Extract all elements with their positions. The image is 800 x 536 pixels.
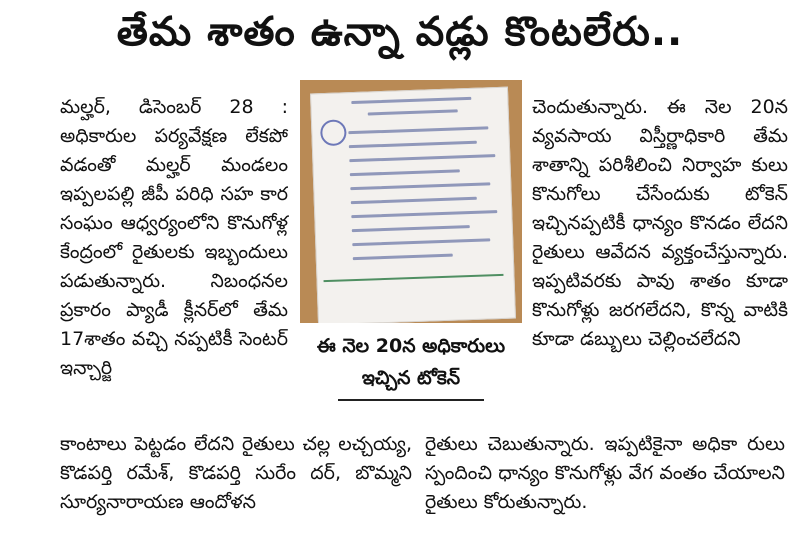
article-column-bottom-left (60, 430, 412, 517)
article-column-right (532, 93, 788, 354)
headline: తేమ శాతం ఉన్నా వడ్లు కొంటలేరు.. (116, 9, 684, 55)
article-paragraph: చెందుతున్నారు. ఈ నెల 20న వ్యవసాయ విస్తీర్ణాధికారి తేమ శాతాన్ని పరిశీలించి నిర్వాహ కులు కొనుగోలు చేసేందుకు టోకెన్ ఇచ్చినప్పటికీ ధాన్యం కొనడం లేదని రైతులు ఆవేదన వ్యక్తంచేస్తున్నారు. ఇప్పటివరకు పావు శాతం కూడా కొనుగోళ్లు జరగలేదని, కొన్న వాటికి కూడా డబ్బులు చెల్లించలేదని (532, 96, 788, 350)
article-paragraph: మల్హర్, డిసెంబర్ 28 : అధికారుల పర్యవేక్షణ లేకపో వడంతో మల్హర్ మండలం ఇప్పలపల్లి జీపీ పరిధి సహ కార సంఘం ఆధ్వర్యంలోని కొనుగోళ్ల కేంద్రంలో రైతులకు ఇబ్బందులు పడుతున్నారు. నిబంధనల ప్రకారం ప్యాడీ క్లీనర్‌లో తేమ 17శాతం వచ్చి నప్పటికీ సెంటర్ ఇన్చార్జి (60, 96, 288, 379)
caption-line: ఇచ్చిన టోకెన్ (361, 367, 461, 389)
seal-icon (320, 119, 347, 146)
article-paragraph: రైతులు చెబుతున్నారు. ఇప్పటికైనా అధికా రులు స్పందించి ధాన్యం కొనుగోళ్లు వేగ వంతం చేయాలని రైతులు కోరుతున్నారు. (425, 433, 785, 513)
article-paragraph: కాంటాలు పెట్టడం లేదని రైతులు చల్ల లచ్చయ్య, కొడపర్తి రమేశ్, కొడపర్తి సురేం దర్, బొమ్మని సూర్యనారాయణ ఆందోళన (60, 433, 412, 513)
article-column-left (60, 93, 288, 383)
article-column-bottom-right (425, 430, 785, 517)
caption-line: ఈ నెల 20న అధికారులు (316, 335, 506, 357)
photo-caption (298, 330, 524, 394)
caption-underline (338, 399, 484, 401)
token-document (310, 87, 516, 323)
token-photo (300, 80, 522, 323)
signature-stamp (324, 274, 505, 316)
